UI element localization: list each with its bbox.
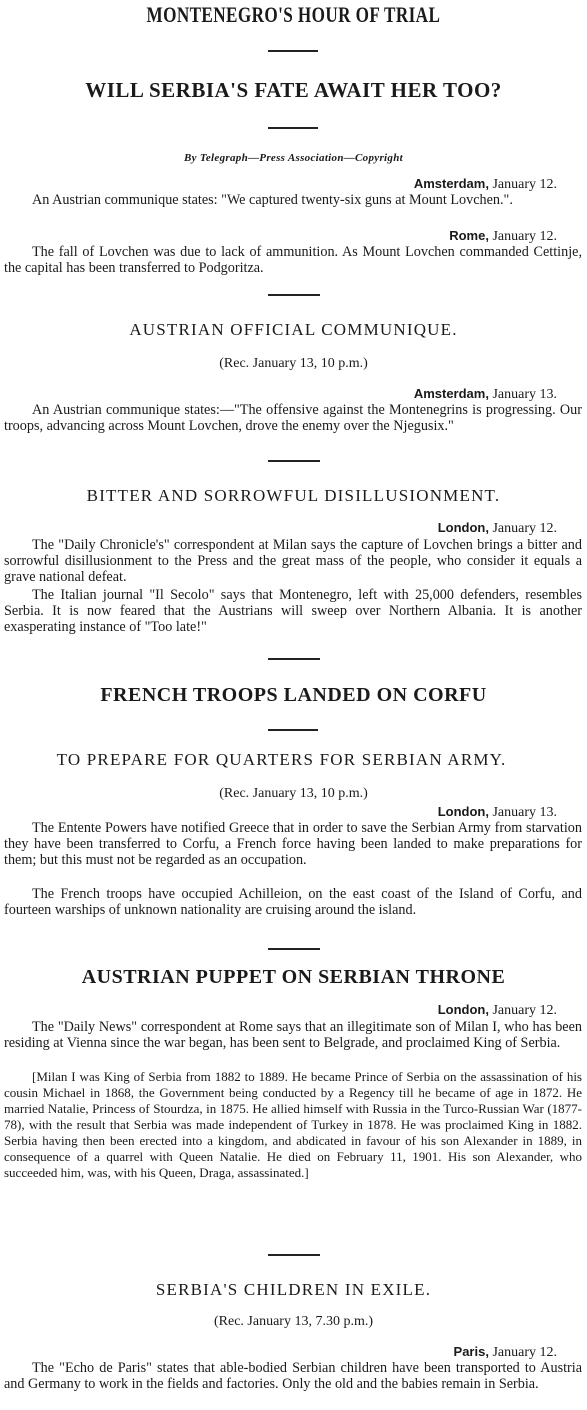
divider-rule <box>268 127 318 129</box>
masthead-headline: MONTENEGRO'S HOUR OF TRIAL <box>146 2 441 27</box>
paragraph: The Entente Powers have notified Greece that in order to save the Serbian Army from starvation they have been transferred to Corfu, a French force having been landed to make preparations for them; but this must not be regarded as an occupation. <box>4 820 582 868</box>
dateline-place: Rome, <box>449 228 489 243</box>
divider-rule <box>268 729 318 731</box>
paragraph-bracketed-note: [Milan I was King of Serbia from 1882 to 1889. He became Prince of Serbia on the assassination of his cousin Michael in 1868, the Government being conducted by a Regency till he became of age in 1872. He married Natalie, Princess of Stourdza, in 1875. He allied himself with Russia in the Turco-Russian War (1877-78), with the result that Serbia was made independent of Turkey in 1878. He was proclaimed King in 1882. Serbia having then been erected into a kingdom, and abdicated in favour of his son Alexander in 1889, in consequence of a quarrel with Queen Natalie. He died on February 11, 1901. His son Alexander, who succeeded him, was, with his Queen, Draga, assassinated.] <box>4 1069 582 1180</box>
dateline-place: Paris, <box>453 1344 489 1359</box>
received-note: (Rec. January 13, 7.30 p.m.) <box>213 1314 374 1329</box>
received-note: (Rec. January 13, 10 p.m.) <box>219 786 368 801</box>
dateline <box>438 520 557 537</box>
paragraph: An Austrian communique states: "We captured twenty-six guns at Mount Lovchen.". <box>32 192 513 208</box>
divider-rule <box>268 1254 320 1256</box>
divider-rule <box>268 50 318 52</box>
headline-austrian-puppet: AUSTRIAN PUPPET ON SERBIAN THRONE <box>81 966 506 988</box>
byline: By Telegraph—Press Association—Copyright <box>184 152 403 164</box>
headline-french-troops: FRENCH TROOPS LANDED ON CORFU <box>100 684 487 706</box>
dateline-date: January 12. <box>492 177 557 192</box>
dateline-place: London, <box>437 804 489 819</box>
dateline <box>449 228 557 245</box>
paragraph: The fall of Lovchen was due to lack of ammunition. As Mount Lovchen commanded Cettinje, the capital has been transferred to Podgoritza. <box>4 244 582 276</box>
divider-rule <box>268 658 320 660</box>
dateline-date: January 12. <box>492 229 557 244</box>
dateline-place: London, <box>437 1002 489 1017</box>
paragraph: The "Echo de Paris" states that able-bodied Serbian children have been transported to Austria and Germany to work in the fields and factories. Only the old and the babies remain in Serbia. <box>4 1360 582 1392</box>
subheadline-serbian-army: TO PREPARE FOR QUARTERS FOR SERBIAN ARMY. <box>56 750 507 769</box>
headline-austrian-communique: AUSTRIAN OFFICIAL COMMUNIQUE. <box>129 320 458 339</box>
dateline <box>438 1002 557 1019</box>
dateline-date: January 13. <box>492 387 557 402</box>
paragraph: The Italian journal "Il Secolo" says that Montenegro, left with 25,000 defenders, resembles Serbia. It is now feared that the Austrians will sweep over Northern Albania. It is another exasperating instance of "Too late!" <box>4 587 582 635</box>
dateline <box>454 1344 557 1361</box>
dateline <box>414 176 557 193</box>
dateline-date: January 13. <box>492 805 557 820</box>
dateline-place: Amsterdam, <box>413 176 489 191</box>
headline-serbia-fate: WILL SERBIA'S FATE AWAIT HER TOO? <box>85 78 502 102</box>
dateline-place: London, <box>437 520 489 535</box>
paragraph: The French troops have occupied Achilleion, on the east coast of the Island of Corfu, and fourteen warships of unknown nationality are cruising around the island. <box>4 886 582 918</box>
divider-rule <box>268 948 320 950</box>
paragraph: The "Daily News" correspondent at Rome says that an illegitimate son of Milan I, who has been residing at Vienna since the war began, has been sent to Belgrade, and proclaimed King of Serbia. <box>4 1019 582 1051</box>
received-note: (Rec. January 13, 10 p.m.) <box>219 356 368 371</box>
paragraph: An Austrian communique states:—"The offensive against the Montenegrins is progressing. Our troops, advancing across Mount Lovchen, drove the enemy over the Njegusix." <box>4 402 582 434</box>
dateline-date: January 12. <box>492 521 557 536</box>
dateline-date: January 12. <box>492 1345 557 1360</box>
divider-rule <box>268 294 320 296</box>
dateline-place: Amsterdam, <box>413 386 489 401</box>
dateline <box>438 804 557 821</box>
paragraph: The "Daily Chronicle's" correspondent at Milan says the capture of Lovchen brings a bitter and sorrowful disillusionment to the Press and the great mass of the people, who consider it equals a grave national defeat. <box>4 537 582 585</box>
dateline-date: January 12. <box>492 1003 557 1018</box>
headline-serbia-children: SERBIA'S CHILDREN IN EXILE. <box>155 1280 432 1299</box>
divider-rule <box>268 460 320 462</box>
headline-disillusionment: BITTER AND SORROWFUL DISILLUSIONMENT. <box>86 486 501 505</box>
dateline <box>414 386 557 403</box>
